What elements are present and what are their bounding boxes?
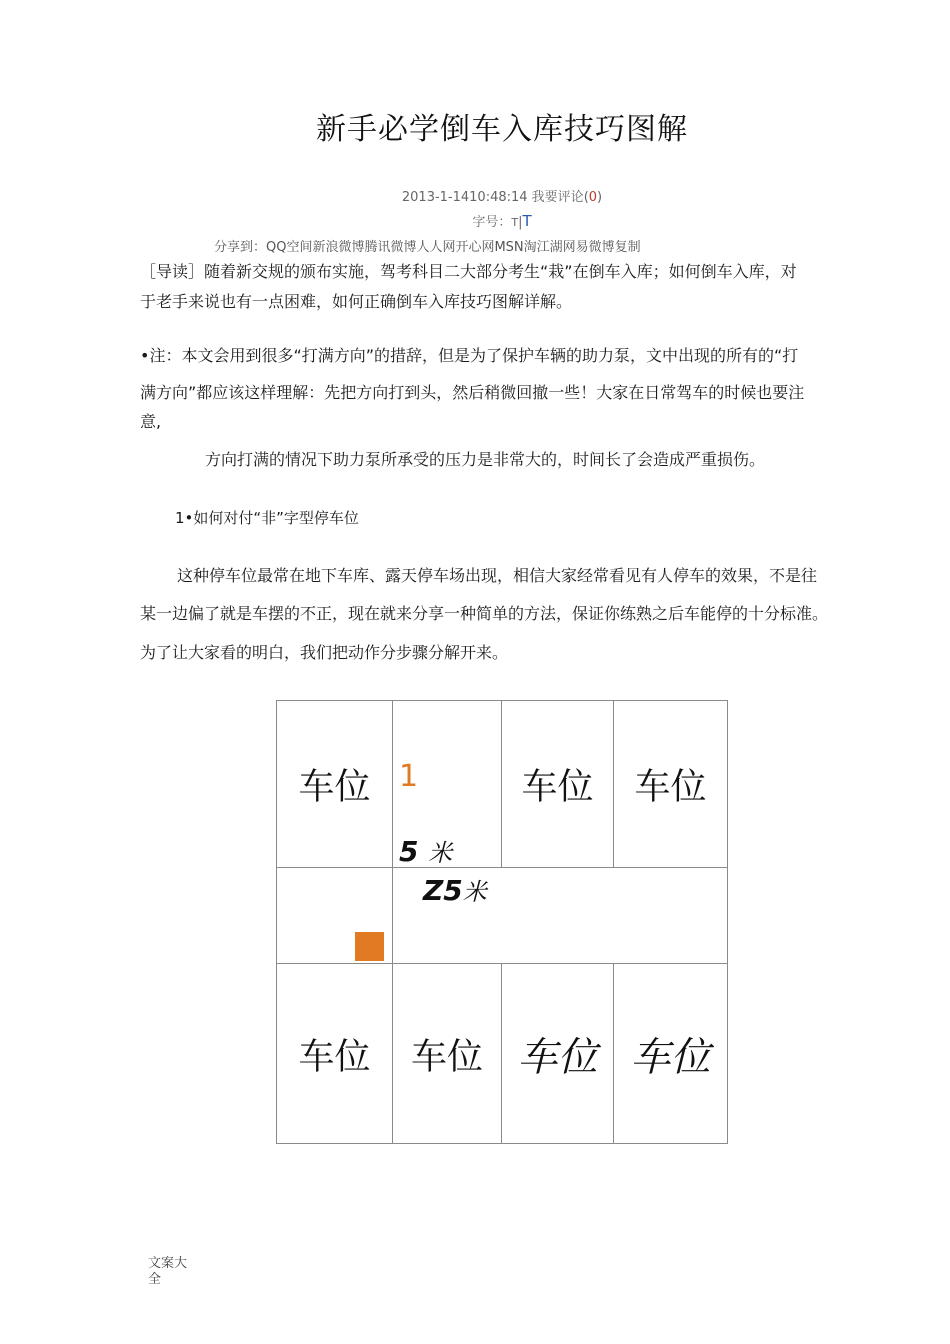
intro-line-1: ［导读］随着新交规的颁布实施，驾考科目二大部分考生“栽”在倒车入库；如何倒车入库，对	[140, 262, 797, 281]
font-separator: |	[518, 215, 523, 230]
comment-count[interactable]: 0	[588, 190, 598, 205]
share-links[interactable]: 分享到：QQ空间新浪微博腾讯微博人人网开心网MSN淘江湖网易微博复制	[214, 240, 641, 255]
parking-space	[614, 964, 728, 1144]
parking-space	[502, 701, 614, 868]
font-large-button[interactable]: T	[522, 212, 532, 230]
note-line-4: 方向打满的情况下助力泵所承受的压力是非常大的，时间长了会造成严重损伤。	[205, 450, 766, 469]
font-size-label: 字号：	[472, 215, 512, 230]
lane-left	[277, 868, 393, 964]
parking-space-label: 车位	[630, 1034, 711, 1080]
note-line-2: 满方向”都应该这样理解：先把方向打到头，然后稍微回撤一些！大家在日常驾车的时候也要注	[140, 383, 805, 402]
parking-space-label: 车位	[410, 1036, 483, 1077]
page-title: 新手必学倒车入库技巧图解	[316, 112, 688, 147]
body-line-1: 这种停车位最常在地下车库、露天停车场出现，相信大家经常看见有人停车的效果，不是往	[177, 566, 818, 585]
font-size-control	[0, 211, 950, 230]
driving-lane	[393, 868, 728, 964]
parking-space-label: 车位	[521, 766, 594, 808]
note-line-3: 意,	[140, 412, 162, 431]
parking-space	[277, 964, 393, 1144]
footer-text: 文案大全	[148, 1256, 188, 1287]
space-width-label	[399, 833, 452, 868]
parking-space-label: 车位	[634, 766, 707, 808]
parking-space	[614, 701, 728, 868]
section-heading: 1•如何对付“非”字型停车位	[175, 509, 359, 527]
parking-space-label: 车位	[298, 766, 371, 808]
intro-line-2: 于老手来说也有一点困难，如何正确倒车入库技巧图解详解。	[140, 292, 573, 311]
publish-date: 2013-1-1410:48:14 我要评论	[401, 190, 584, 205]
lane-width-value: Z5	[423, 874, 463, 907]
lane-width-label	[423, 872, 487, 907]
space-width-unit: 米	[428, 839, 453, 867]
parking-diagram	[276, 700, 728, 1144]
body-line-3: 为了让大家看的明白，我们把动作分步骤分解开来。	[140, 643, 509, 662]
comment-count-open: (	[583, 190, 589, 205]
parking-space-label: 车位	[517, 1034, 598, 1080]
note-line-1: •注：本文会用到很多“打满方向”的措辞，但是为了保护车辆的助力泵，文中出现的所有的“打	[140, 346, 799, 365]
parking-space-label: 车位	[298, 1036, 371, 1077]
font-small-button[interactable]: T	[511, 216, 519, 229]
space-width-value: 5	[399, 835, 419, 868]
parking-space	[502, 964, 614, 1144]
lane-width-unit: 米	[462, 878, 487, 906]
body-line-2: 某一边偏了就是车摆的不正，现在就来分享一种简单的方法，保证你练熟之后车能停的十分标准。	[140, 604, 829, 623]
step-number: 1	[399, 759, 419, 794]
car-marker	[355, 932, 384, 961]
comment-count-close: )	[597, 190, 603, 205]
parking-space	[393, 964, 502, 1144]
target-parking-space	[393, 701, 502, 868]
parking-space	[277, 701, 393, 868]
article-meta	[0, 186, 950, 205]
